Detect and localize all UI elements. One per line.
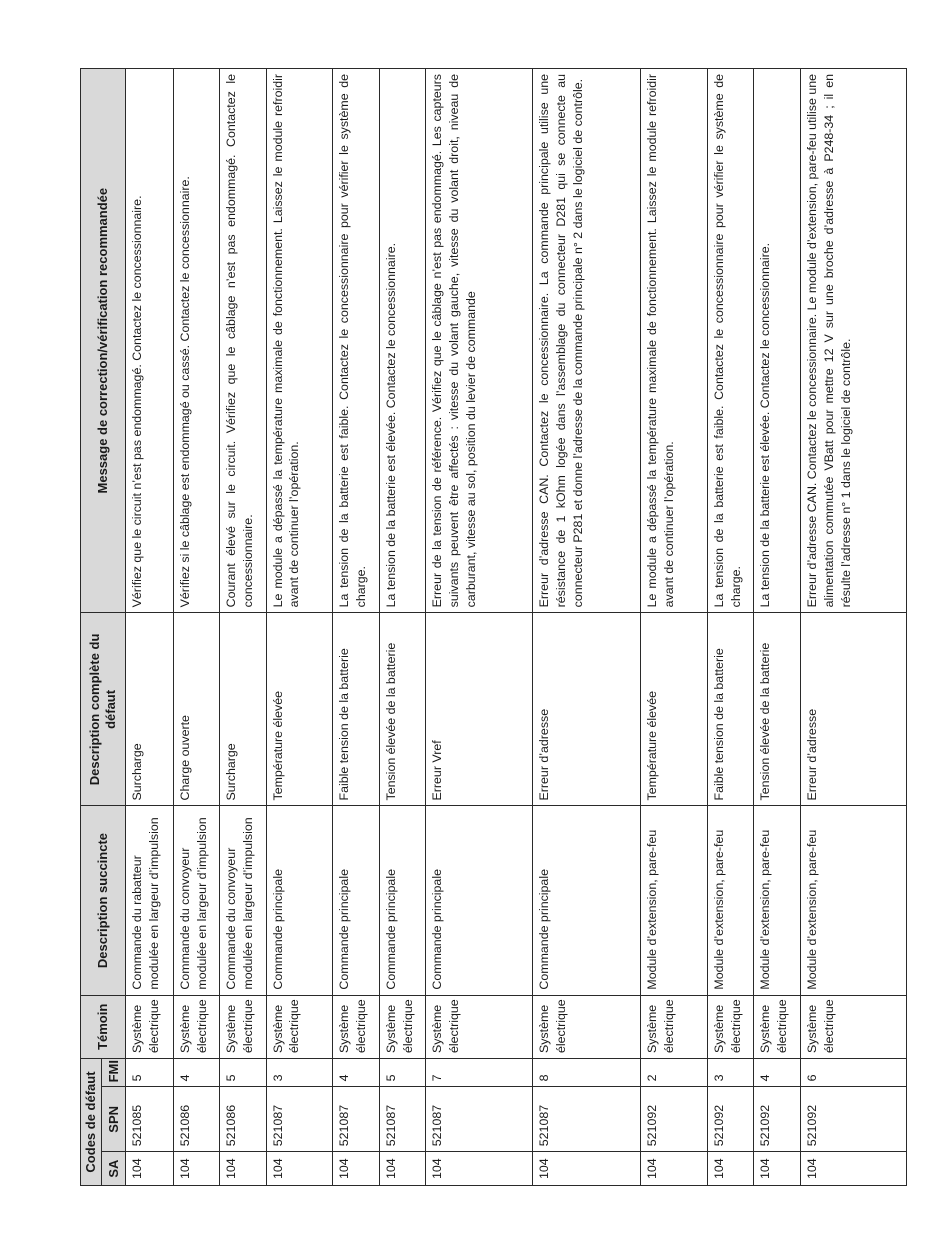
fault-codes-header: Codes de défaut — [81, 1059, 102, 1186]
short-description-cell: Module d’extension, pare-feu — [707, 806, 753, 995]
spn-cell: 521092 — [800, 1087, 906, 1152]
full-description-cell: Surcharge — [126, 613, 173, 806]
message-cell: Erreur d’adresse CAN. Contactez le concessionnaire. Le module d’extension, pare-feu utilise une alimentation commutée VBatt pour mettre 12 V sur une broche d’adresse à P248-34 ; il en résulte l’adresse n° 1 dans le logiciel de contrôle. — [800, 69, 906, 613]
full-description-cell: Erreur d’adresse — [533, 613, 641, 806]
spn-cell: 521086 — [220, 1087, 266, 1152]
fmi-cell: 4 — [754, 1059, 800, 1087]
short-description-cell: Commande principale — [379, 806, 425, 995]
sa-cell: 104 — [266, 1152, 333, 1186]
temoin-cell: Système électrique — [754, 995, 800, 1058]
temoin-cell: Système électrique — [266, 995, 333, 1058]
message-cell: Le module a dépassé la température maximale de fonctionnement. Laissez le module refroidir avant de continuer l’opération. — [266, 69, 333, 613]
table-row — [800, 69, 906, 1186]
fmi-cell: 5 — [126, 1059, 173, 1087]
short-description-cell: Commande du rabatteur modulée en largeur d’impulsion — [126, 806, 173, 995]
table-row — [641, 69, 708, 1186]
message-cell: Vérifiez que le circuit n’est pas endommagé. Contactez le concessionnaire. — [126, 69, 173, 613]
sa-cell: 104 — [333, 1152, 379, 1186]
short-description-cell: Commande du convoyeur modulée en largeur d’impulsion — [220, 806, 266, 995]
fmi-cell: 5 — [379, 1059, 425, 1087]
spn-cell: 521087 — [333, 1087, 379, 1152]
temoin-cell: Système électrique — [426, 995, 533, 1058]
sa-cell: 104 — [379, 1152, 425, 1186]
table-row — [173, 69, 219, 1186]
sa-cell: 104 — [533, 1152, 641, 1186]
temoin-cell: Système électrique — [126, 995, 173, 1058]
rotated-page — [80, 68, 907, 1186]
fmi-cell: 8 — [533, 1059, 641, 1087]
fmi-cell: 4 — [333, 1059, 379, 1087]
full-description-cell: Erreur d’adresse — [800, 613, 906, 806]
spn-header: SPN — [102, 1087, 126, 1152]
spn-cell: 521087 — [533, 1087, 641, 1152]
message-cell: Erreur de la tension de référence. Vérifiez que le câblage n’est pas endommagé. Les capteurs suivants peuvent être affectés : vitesse du volant gauche, vitesse du volant droit, niveau de carburant, vitesse au sol, position du levier de commande — [426, 69, 533, 613]
table-row — [126, 69, 173, 1186]
table-row — [379, 69, 425, 1186]
fmi-cell: 6 — [800, 1059, 906, 1087]
temoin-cell: Système électrique — [173, 995, 219, 1058]
message-cell: Vérifiez si le câblage est endommagé ou cassé. Contactez le concessionnaire. — [173, 69, 219, 613]
sa-cell: 104 — [426, 1152, 533, 1186]
table-row — [707, 69, 753, 1186]
fmi-header: FMI — [102, 1059, 126, 1087]
message-cell: Courant élevé sur le circuit. Vérifiez que le câblage n’est pas endommagé. Contactez le concessionnaire. — [220, 69, 266, 613]
table-row — [266, 69, 333, 1186]
spn-cell: 521092 — [641, 1087, 708, 1152]
full-description-cell: Surcharge — [220, 613, 266, 806]
short-description-header: Description succincte — [81, 806, 126, 995]
short-description-cell: Commande principale — [266, 806, 333, 995]
fmi-cell: 3 — [266, 1059, 333, 1087]
message-cell: La tension de la batterie est faible. Contactez le concessionnaire pour vérifier le système de charge. — [333, 69, 379, 613]
short-description-cell: Module d’extension, pare-feu — [800, 806, 906, 995]
temoin-cell: Système électrique — [379, 995, 425, 1058]
temoin-cell: Système électrique — [641, 995, 708, 1058]
sa-header: SA — [102, 1152, 126, 1186]
spn-cell: 521085 — [126, 1087, 173, 1152]
temoin-cell: Système électrique — [707, 995, 753, 1058]
spn-cell: 521087 — [266, 1087, 333, 1152]
table-row — [533, 69, 641, 1186]
short-description-cell: Module d’extension, pare-feu — [641, 806, 708, 995]
spn-cell: 521087 — [426, 1087, 533, 1152]
temoin-cell: Système électrique — [333, 995, 379, 1058]
sa-cell: 104 — [220, 1152, 266, 1186]
fmi-cell: 2 — [641, 1059, 708, 1087]
fmi-cell: 5 — [220, 1059, 266, 1087]
table-row — [220, 69, 266, 1186]
full-description-cell: Tension élevée de la batterie — [754, 613, 800, 806]
table-row — [754, 69, 800, 1186]
sa-cell: 104 — [173, 1152, 219, 1186]
message-cell: La tension de la batterie est élevée. Contactez le concessionnaire. — [754, 69, 800, 613]
sa-cell: 104 — [641, 1152, 708, 1186]
sa-cell: 104 — [800, 1152, 906, 1186]
message-cell: Le module a dépassé la température maximale de fonctionnement. Laissez le module refroidir avant de continuer l’opération. — [641, 69, 708, 613]
fmi-cell: 3 — [707, 1059, 753, 1087]
sa-cell: 104 — [707, 1152, 753, 1186]
fault-code-table — [80, 68, 907, 1186]
full-description-cell: Température élevée — [641, 613, 708, 806]
short-description-cell: Commande principale — [333, 806, 379, 995]
fmi-cell: 4 — [173, 1059, 219, 1087]
table-row — [333, 69, 379, 1186]
full-description-cell: Erreur Vref — [426, 613, 533, 806]
spn-cell: 521092 — [707, 1087, 753, 1152]
message-cell: Erreur d’adresse CAN. Contactez le concessionnaire. La commande principale utilise une résistance de 1 kOhm logée dans l’assemblage du connecteur D281 qui se connecte au connecteur P281 et donne l’adresse de la commande principale n° 2 dans le logiciel de contrôle. — [533, 69, 641, 613]
spn-cell: 521086 — [173, 1087, 219, 1152]
message-cell: La tension de la batterie est faible. Contactez le concessionnaire pour vérifier le système de charge. — [707, 69, 753, 613]
table-row — [426, 69, 533, 1186]
spn-cell: 521092 — [754, 1087, 800, 1152]
temoin-cell: Système électrique — [220, 995, 266, 1058]
message-cell: La tension de la batterie est élevée. Contactez le concessionnaire. — [379, 69, 425, 613]
full-description-cell: Tension élevée de la batterie — [379, 613, 425, 806]
short-description-cell: Commande principale — [533, 806, 641, 995]
full-description-cell: Température élevée — [266, 613, 333, 806]
sa-cell: 104 — [126, 1152, 173, 1186]
sa-cell: 104 — [754, 1152, 800, 1186]
spn-cell: 521087 — [379, 1087, 425, 1152]
temoin-cell: Système électrique — [533, 995, 641, 1058]
temoin-header: Témoin — [81, 995, 126, 1058]
short-description-cell: Module d’extension, pare-feu — [754, 806, 800, 995]
temoin-cell: Système électrique — [800, 995, 906, 1058]
fmi-cell: 7 — [426, 1059, 533, 1087]
full-description-cell: Faible tension de la batterie — [333, 613, 379, 806]
message-header: Message de correction/vérification recommandée — [81, 69, 126, 613]
short-description-cell: Commande principale — [426, 806, 533, 995]
full-description-cell: Faible tension de la batterie — [707, 613, 753, 806]
full-description-header: Description complète du défaut — [81, 613, 126, 806]
short-description-cell: Commande du convoyeur modulée en largeur d’impulsion — [173, 806, 219, 995]
full-description-cell: Charge ouverte — [173, 613, 219, 806]
